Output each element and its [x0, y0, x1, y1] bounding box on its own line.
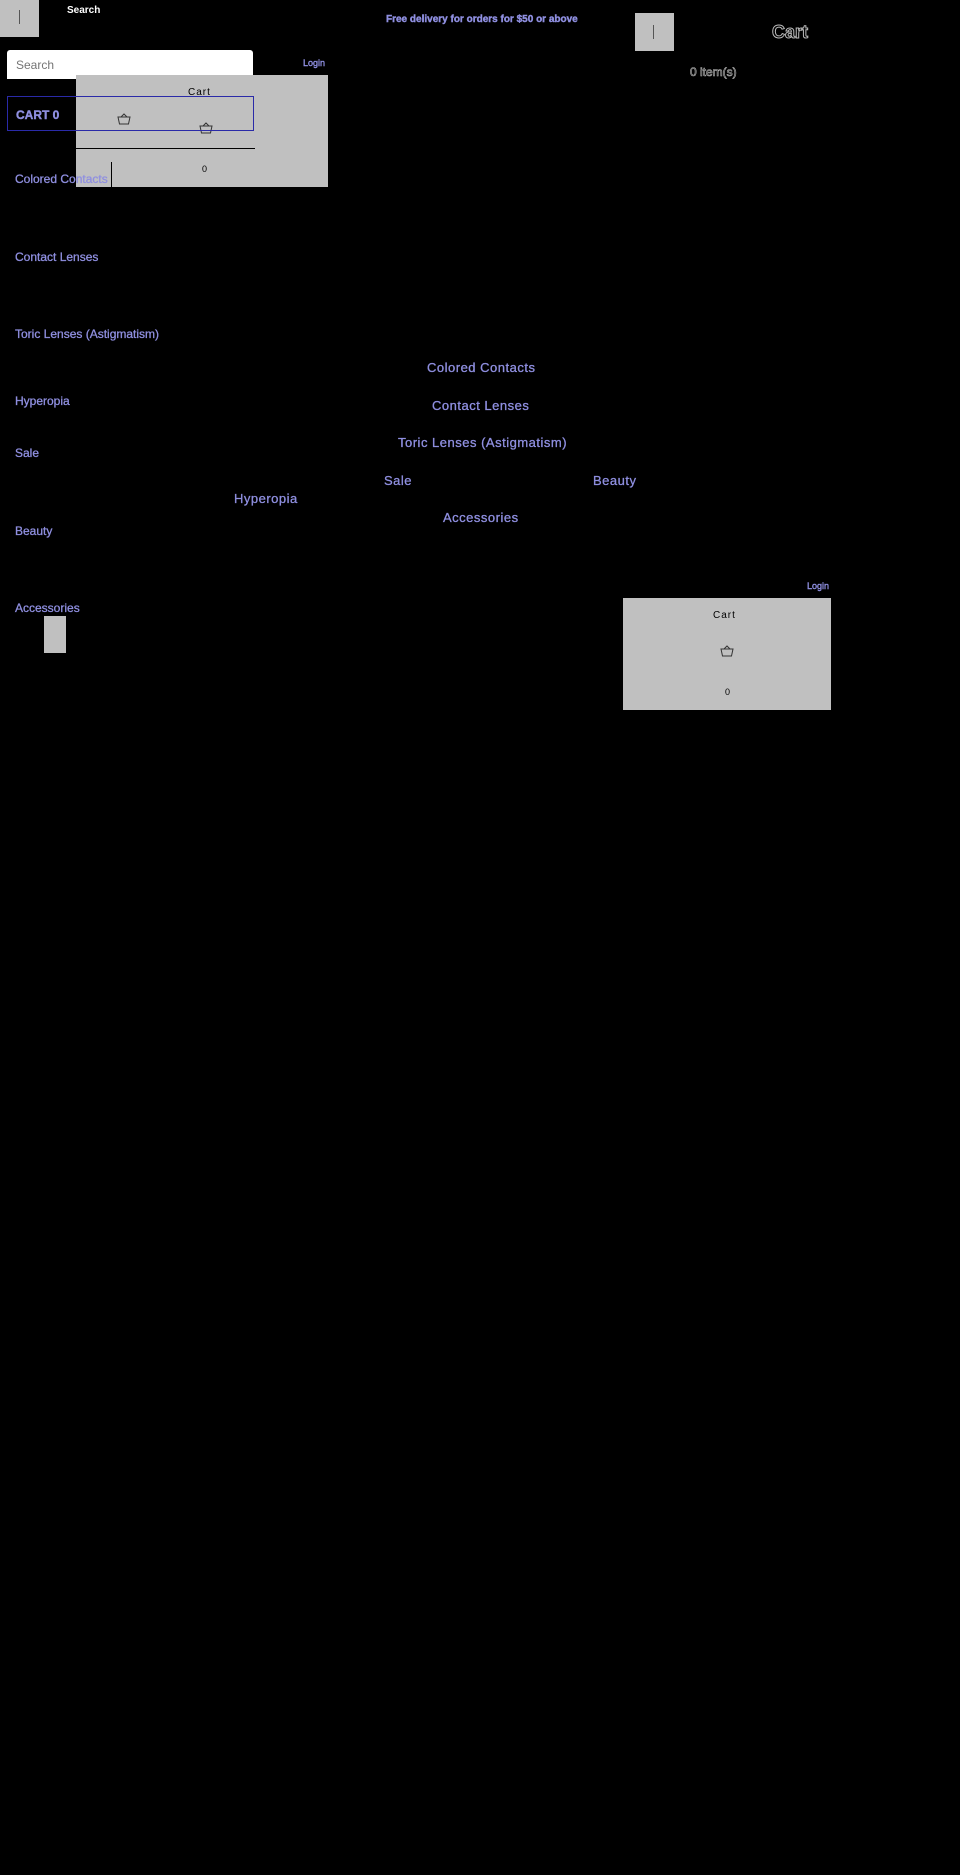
nav-item-hyperopia[interactable]: Hyperopia — [234, 491, 298, 506]
nav-item-colored-contacts[interactable]: Colored Contacts — [427, 360, 536, 375]
drawer-item-hyperopia[interactable]: Hyperopia — [15, 394, 70, 408]
mini-cart-panel[interactable] — [76, 75, 328, 187]
search-label[interactable]: Search — [67, 5, 101, 16]
drawer-item-beauty[interactable]: Beauty — [15, 524, 53, 538]
drawer-item-accessories[interactable]: Accessories — [15, 601, 80, 615]
cart-panel-label: Cart — [713, 610, 736, 621]
hamburger-icon — [653, 25, 654, 39]
mini-cart-label: Cart — [188, 87, 211, 98]
cart-item-count: 0 item(s) — [690, 65, 737, 79]
menu-toggle-button[interactable] — [0, 0, 39, 37]
shopping-basket-icon — [117, 113, 131, 125]
cart-panel-secondary[interactable] — [623, 598, 831, 710]
cart-panel-count: 0 — [725, 687, 731, 697]
drawer-item-contact-lenses[interactable]: Contact Lenses — [15, 250, 99, 264]
cart-button[interactable] — [7, 96, 254, 131]
shopping-basket-icon — [720, 645, 734, 657]
login-link-secondary[interactable]: Login — [807, 581, 830, 591]
cart-heading: Cart — [772, 22, 809, 42]
drawer-item-sale[interactable]: Sale — [15, 446, 40, 460]
mini-cart-vertical-rule — [111, 162, 112, 187]
mini-cart-count: 0 — [202, 164, 208, 174]
login-link[interactable]: Login — [303, 58, 326, 68]
cart-button-label: CART 0 — [16, 108, 60, 122]
cart-toggle-button[interactable] — [635, 13, 674, 51]
nav-item-accessories[interactable]: Accessories — [443, 510, 519, 525]
announcement-bar[interactable]: Free delivery for orders for $50 or above — [386, 14, 578, 25]
nav-item-sale[interactable]: Sale — [384, 473, 413, 488]
hamburger-icon — [19, 10, 20, 24]
nav-item-toric-lenses[interactable]: Toric Lenses (Astigmatism) — [398, 435, 568, 450]
nav-item-contact-lenses[interactable]: Contact Lenses — [432, 398, 530, 413]
mini-cart-divider — [76, 148, 255, 149]
drawer-item-colored-contacts[interactable]: Colored Contacts — [15, 172, 108, 186]
drawer-item-toric-lenses[interactable]: Toric Lenses (Astigmatism) — [15, 327, 160, 341]
nav-item-beauty[interactable]: Beauty — [593, 473, 637, 488]
drawer-close-button[interactable] — [44, 616, 66, 653]
